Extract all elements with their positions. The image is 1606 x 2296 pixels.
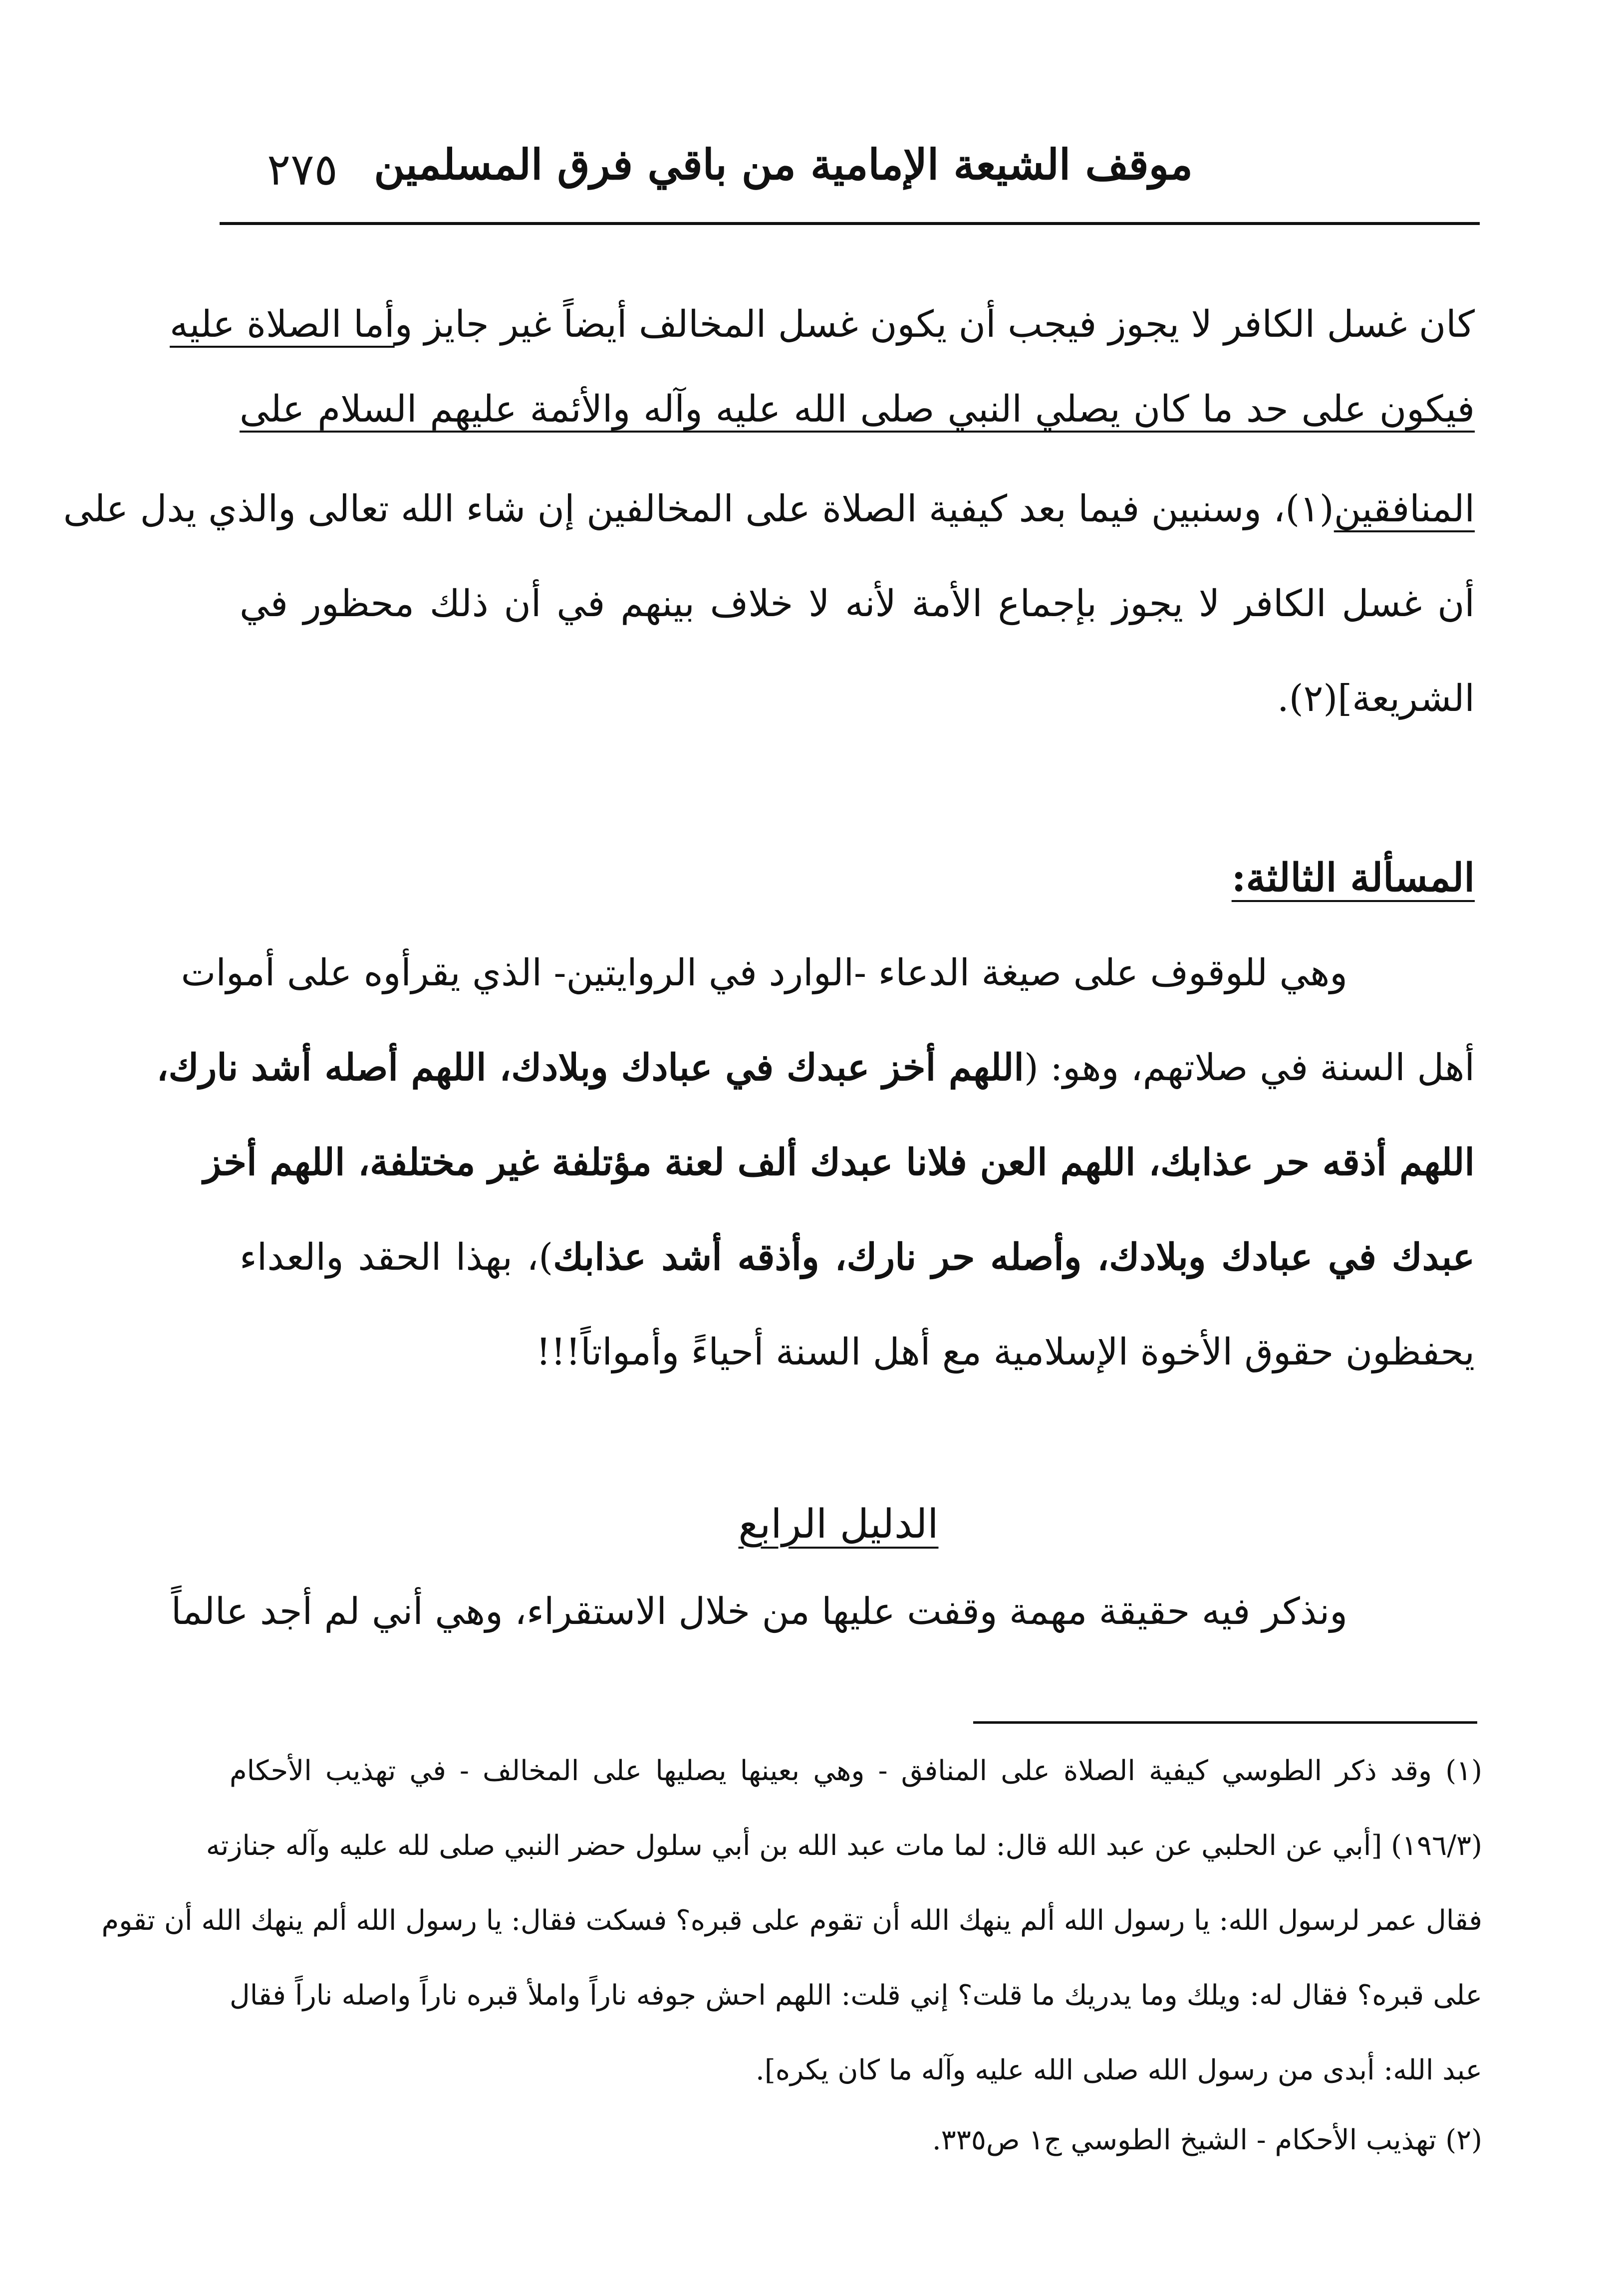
paragraph-3-line-1 <box>171 1582 1347 1641</box>
paragraph-1-line-5 <box>240 669 1475 728</box>
underlined-text: فيكون على حد ما كان يصلي النبي صلى الله عليه وآله والأئمة عليهم السلام على <box>240 388 1475 431</box>
footnote-1-line-5: عبد الله: أبدى من رسول الله صلى الله عليه وآله ما كان يكره]. <box>756 2054 1482 2086</box>
footnote-1-line-1: (١) وقد ذكر الطوسي كيفية الصلاة على المنافق - وهي بعينها يصليها على المخالف - في تهذيب الأحكام <box>230 1755 1482 1787</box>
bold-text: اللهم أذقه حر عذابك، اللهم العن فلانا عبدك ألف لعنة مؤتلفة غير مختلفة، اللهم أخز <box>203 1141 1475 1184</box>
paragraph-1-line-2 <box>240 379 1475 439</box>
header-divider <box>220 222 1480 225</box>
text-run: يحفظون حقوق الأخوة الإسلامية مع أهل السنة أحياءً وأمواتاً!!! <box>536 1331 1475 1374</box>
paragraph-2-line-2 <box>156 1038 1475 1098</box>
paragraph-1-line-4 <box>240 574 1475 634</box>
text-run: )، بهذا الحقد والعداء <box>240 1236 553 1279</box>
paragraph-1-line-1 <box>170 294 1475 354</box>
paragraph-2-line-3 <box>203 1133 1475 1192</box>
bold-text: اللهم أخز عبدك في عبادك وبلادك، اللهم أصله أشد نارك، <box>156 1046 1024 1089</box>
footnote-2: (٢) تهذيب الأحكام - الشيخ الطوسي ج١ ص٣٣٥. <box>932 2124 1482 2156</box>
paragraph-2-line-4 <box>240 1227 1475 1287</box>
text-run: أهل السنة في صلاتهم، وهو: ( <box>1024 1046 1475 1089</box>
text-run: أن غسل الكافر لا يجوز بإجماع الأمة لأنه لا خلاف بينهم في أن ذلك محظور في <box>240 582 1475 625</box>
underlined-text: أما الصلاة عليه <box>170 303 395 346</box>
footnote-1-line-2: (١٩٦/٣) [أبي عن الحلبي عن عبد الله قال: لما مات عبد الله بن أبي سلول حضر النبي صلى لله عليه وآله جنازته <box>206 1830 1482 1862</box>
paragraph-2-line-1 <box>181 943 1347 1003</box>
text-run: كان غسل الكافر لا يجوز فيجب أن يكون غسل المخالف أيضاً غير جايز و <box>394 303 1475 346</box>
paragraph-2-line-5 <box>240 1322 1475 1382</box>
footnote-1-line-3: فقال عمر لرسول الله: يا رسول الله ألم ينهك الله أن تقوم على قبره؟ فسكت فقال: يا رسول الله ألم ينهك الله أن تقوم <box>101 1904 1482 1937</box>
text-run: وهي للوقوف على صيغة الدعاء -الوارد في الروايتين- الذي يقرأوه على أموات <box>181 951 1347 994</box>
page-number: ٢٧٥ <box>267 144 338 195</box>
running-title: موقف الشيعة الإمامية من باقي فرق المسلمين <box>374 140 1193 189</box>
text-run: الشريعة](٢). <box>1277 677 1475 720</box>
text-run: ونذكر فيه حقيقة مهمة وقفت عليها من خلال الاستقراء، وهي أني لم أجد عالماً <box>171 1590 1347 1633</box>
footnote-1-line-4: على قبره؟ فقال له: ويلك وما يدريك ما قلت؟ إني قلت: اللهم احش جوفه ناراً واملأ قبره ناراً واصله ناراً فقال <box>230 1979 1482 2012</box>
heading-third-issue: المسألة الثالثة: <box>1231 855 1475 901</box>
bold-text: عبدك في عبادك وبلادك، وأصله حر نارك، وأذقه أشد عذابك <box>553 1236 1475 1279</box>
text-run: (١)، وسنبين فيما بعد كيفية الصلاة على المخالفين إن شاء الله تعالى والذي يدل على <box>63 487 1334 530</box>
paragraph-1-line-3 <box>63 479 1475 539</box>
footnote-divider <box>973 1721 1477 1724</box>
underlined-text: المنافقين <box>1334 487 1475 530</box>
section-title: الدليل الرابع <box>738 1501 939 1547</box>
